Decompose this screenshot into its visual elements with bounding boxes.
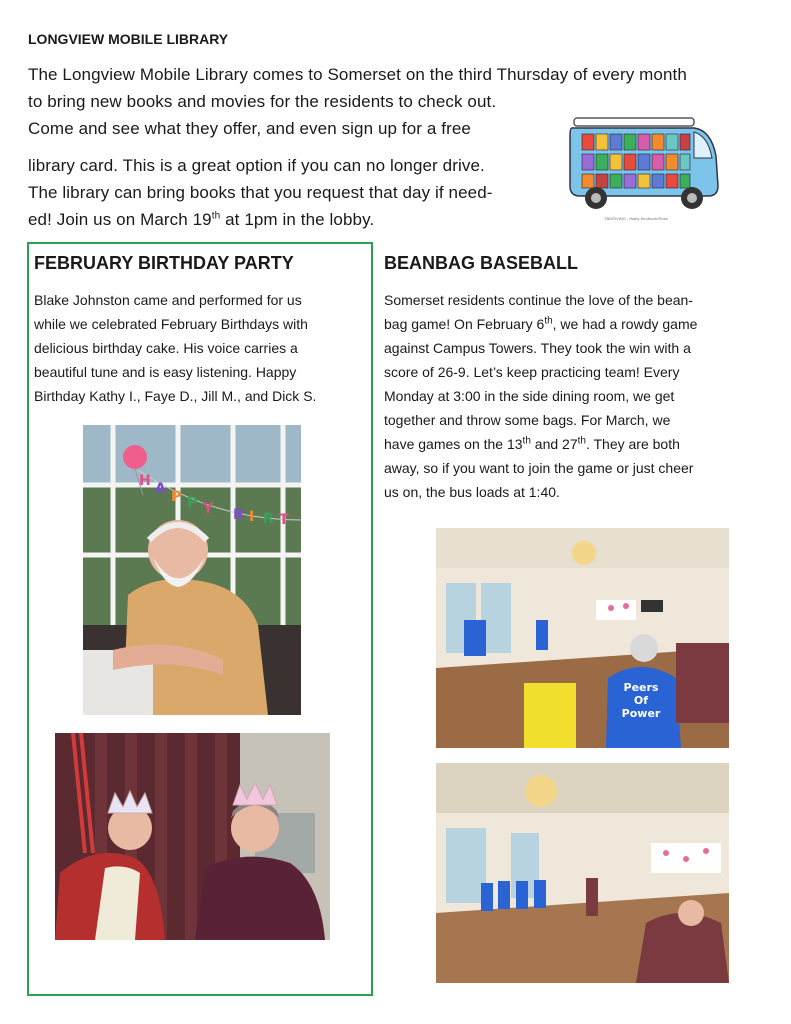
banner-letter: P [171,489,182,505]
baseball-text: have games on the 13 [384,436,523,452]
beanbag-baseball-title: BEANBAG BASEBALL [384,253,579,273]
baseball-text-line: Somerset residents continue the love of the bean- [384,292,693,308]
beanbag-game-photo [436,528,729,748]
baseball-text-line [384,436,680,452]
shirt-text: Peers [623,681,659,694]
library-heading: LONGVIEW MOBILE LIBRARY [28,31,229,47]
ordinal-suffix: th [211,210,221,222]
baseball-text-line: away, so if you want to join the game or just cheer [384,460,694,476]
singer-birthday-photo [83,425,301,715]
library-text-line: library card. This is a great option if you can no longer drive. [28,156,485,175]
banner-letter: A [155,481,166,497]
birthday-text-line: delicious birthday cake. His voice carries a [34,340,298,356]
library-event-line [28,210,374,230]
library-text-line: The Longview Mobile Library comes to Somerset on the third Thursday of every month [28,65,687,84]
banner-letter: B [233,507,244,523]
library-text-line: to bring new books and movies for the residents to check out. [28,92,497,111]
event-text: at 1pm in the lobby. [220,210,375,229]
banner-letter: T [279,512,289,528]
banner-letter: H [139,473,151,489]
birthday-ladies-photo [55,733,330,940]
shirt-text: Power [621,707,661,720]
birthday-text-line: while we celebrated February Birthdays with [34,316,308,332]
birthday-text-line: beautiful tune and is easy listening. Happy [34,364,297,380]
banner-letter: P [187,495,198,511]
baseball-text-line: Monday at 3:00 in the side dining room, we get [384,388,675,404]
baseball-text: and 27 [530,436,578,452]
baseball-text: . They are both [585,436,680,452]
baseball-text: , we had a rowdy game [552,316,698,332]
baseball-text-line: score of 26-9. Let’s keep practicing team! Every [384,364,680,380]
birthday-text-line: Birthday Kathy I., Faye D., Jill M., and Dick S. [34,388,317,404]
baseball-text-line: against Campus Towers. They took the win with a [384,340,691,356]
library-text-line: The library can bring books that you request that day if need- [28,183,493,202]
library-text-line: Come and see what they offer, and even sign up for a free [28,119,471,138]
illustration-credit: TBDRIVING - Haley Kindbook/Rosh [604,216,668,221]
ordinal-suffix: th [544,315,553,327]
ordinal-suffix: th [522,435,531,447]
banner-letter: R [263,511,274,527]
banner-letter: I [249,509,255,525]
ordinal-suffix: th [577,435,586,447]
baseball-text-line: together and throw some bags. For March, we [384,412,671,428]
banner-letter: Y [203,501,214,517]
event-text: ed! Join us on March 19 [28,210,212,229]
mobile-library-bus-illustration [566,116,726,224]
baseball-text-line: us on, the bus loads at 1:40. [384,484,560,500]
baseball-text-line [384,316,697,332]
birthday-text-line: Blake Johnston came and performed for us [34,292,302,308]
baseball-text: bag game! On February 6 [384,316,545,332]
shirt-text: Of [633,694,649,707]
beanbag-game-room-photo [436,763,729,983]
birthday-party-title: FEBRUARY BIRTHDAY PARTY [34,253,294,273]
